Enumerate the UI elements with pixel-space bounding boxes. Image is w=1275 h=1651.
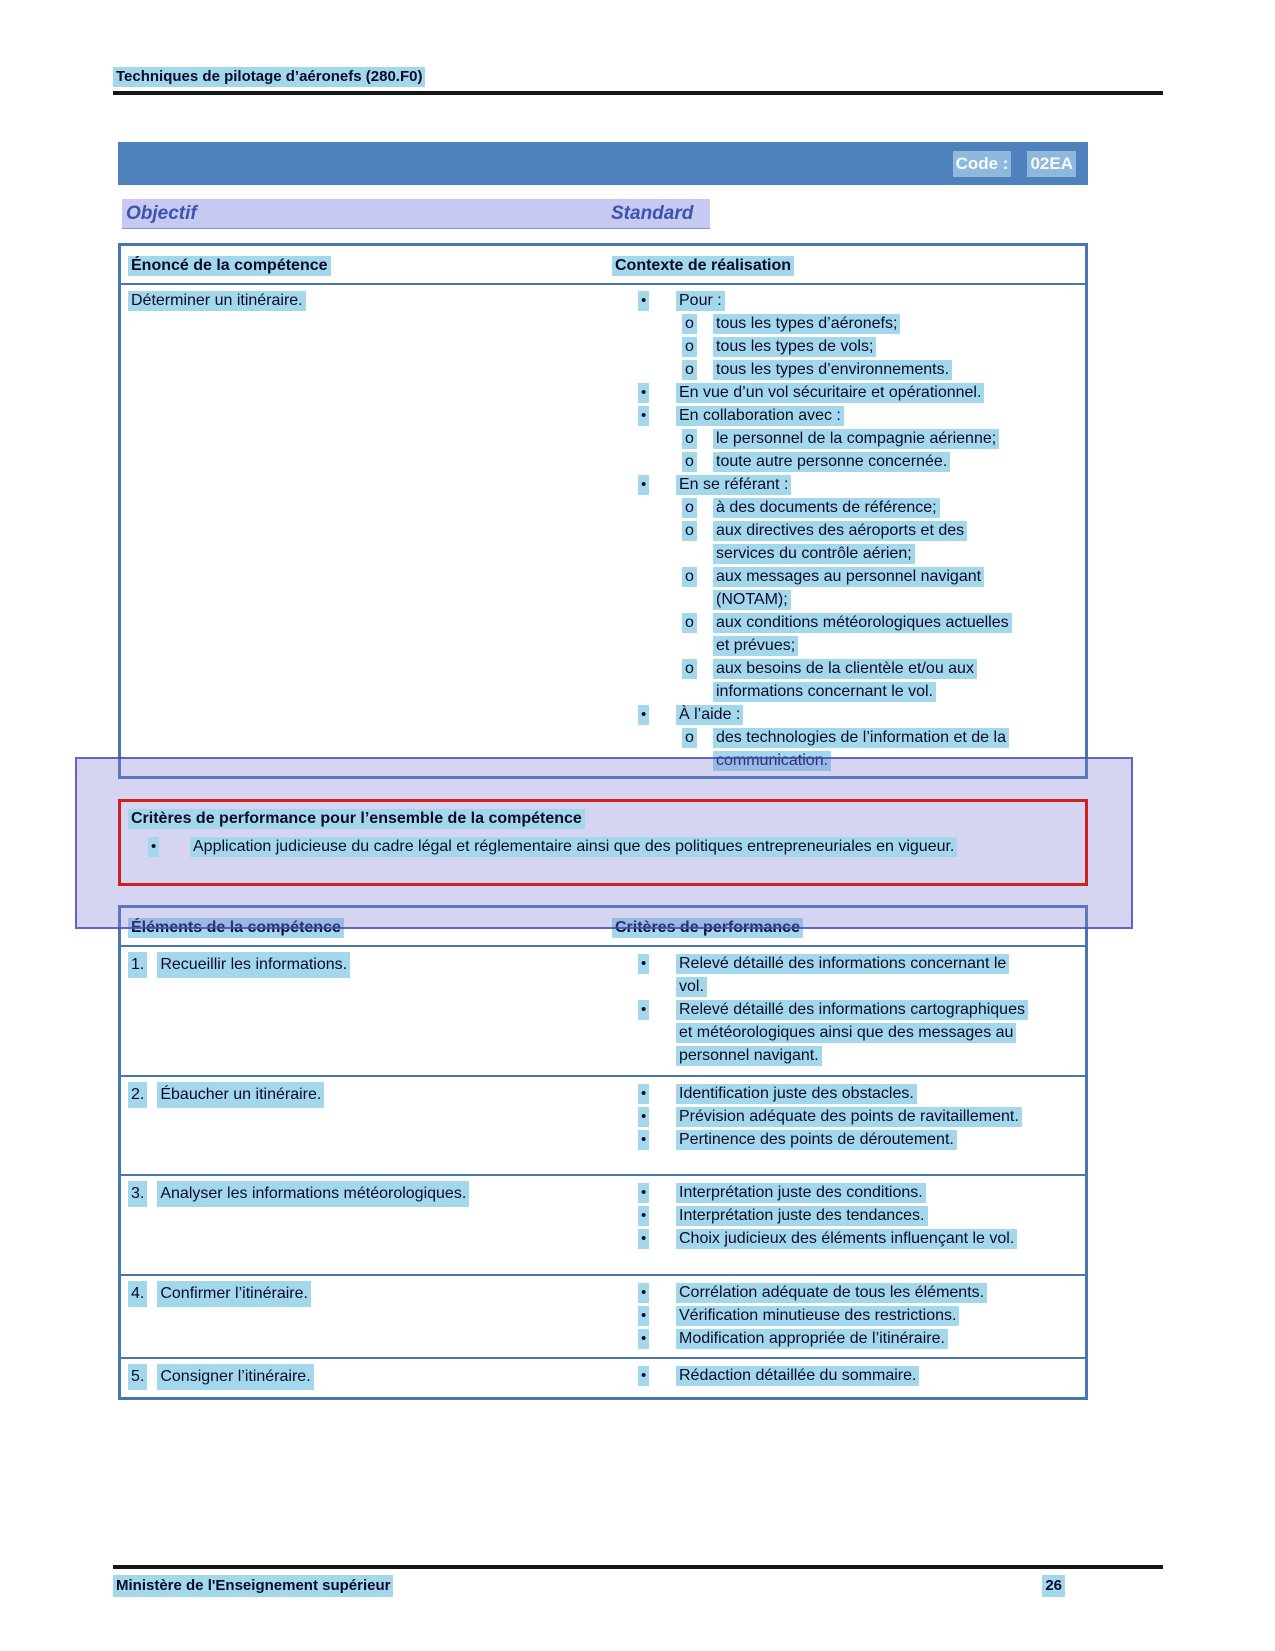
context-text: En vue d’un vol sécuritaire et opérationnel. (676, 383, 984, 403)
sub-bullet-icon (682, 726, 713, 749)
element-row (121, 1174, 1085, 1274)
context-subitem (612, 565, 1085, 611)
context-item-text (676, 473, 1085, 496)
sub-bullet-icon (682, 358, 713, 381)
criteria-text: Rédaction détaillée du sommaire. (676, 1366, 919, 1386)
context-text: aux directives des aéroports et des services du contrôle aérien; (713, 521, 967, 564)
context-item (612, 289, 1085, 312)
bullet-glyph: • (638, 1084, 649, 1104)
criteria-item-text (676, 1327, 1085, 1350)
competence-statement-cell (121, 289, 612, 772)
element-text: Ébaucher un itinéraire. (157, 1082, 324, 1108)
document-title: Techniques de pilotage d’aéronefs (280.F0) (113, 67, 425, 87)
sub-bullet-glyph: o (682, 452, 697, 472)
context-subitem (612, 450, 1085, 473)
criteria-item (612, 1327, 1085, 1350)
criteria-item-text (676, 1181, 1085, 1204)
header-enonce: Énoncé de la compétence (128, 256, 331, 276)
sub-bullet-icon (682, 519, 713, 542)
criteria-item (612, 1364, 1085, 1387)
competence-table-header (121, 246, 1085, 285)
context-subitem-text (713, 496, 1085, 519)
sub-bullet-glyph: o (682, 498, 697, 518)
context-subitem (612, 657, 1085, 703)
criteria-item-text (676, 1128, 1085, 1151)
sub-bullet-icon (682, 335, 713, 358)
performance-criteria-box (118, 799, 1088, 886)
bullet-icon (638, 473, 676, 496)
sub-bullet-glyph: o (682, 613, 697, 633)
context-subitem (612, 519, 1085, 565)
criteria-list (612, 1281, 1085, 1350)
bullet-icon (638, 998, 676, 1021)
bullet-glyph: • (638, 291, 649, 311)
criteria-text: Vérification minutieuse des restrictions. (676, 1306, 959, 1326)
context-text: le personnel de la compagnie aérienne; (713, 429, 999, 449)
sub-bullet-icon (682, 427, 713, 450)
criteria-item-text (676, 1204, 1085, 1227)
context-subitem-text (713, 358, 1085, 381)
bullet-glyph: • (638, 954, 649, 974)
sub-bullet-glyph: o (682, 521, 697, 541)
element-number: 3. (128, 1181, 147, 1207)
context-subitem-text (713, 611, 1085, 657)
bullet-glyph: • (638, 1306, 649, 1326)
code-bar (118, 142, 1088, 185)
criteria-item (612, 1204, 1085, 1227)
sub-bullet-icon (682, 450, 713, 473)
header-contexte: Contexte de réalisation (612, 256, 794, 276)
context-subitem-text (713, 565, 1085, 611)
criteria-item-text (676, 952, 1085, 998)
context-subitem-text (713, 657, 1085, 703)
bullet-glyph: • (638, 1329, 649, 1349)
context-subitem (612, 335, 1085, 358)
bullet-icon (638, 1082, 676, 1105)
context-text: toute autre personne concernée. (713, 452, 950, 472)
criteria-text: Prévision adéquate des points de ravitaillement. (676, 1107, 1022, 1127)
elements-table-header (121, 908, 1085, 947)
performance-item (121, 835, 1085, 858)
context-text: aux besoins de la clientèle et/ou aux informations concernant le vol. (713, 659, 977, 702)
context-text: En se référant : (676, 475, 791, 495)
criteria-item (612, 1304, 1085, 1327)
bullet-icon (638, 952, 676, 975)
sub-bullet-icon (682, 611, 713, 634)
element-cell (121, 1364, 612, 1390)
bullet-glyph: • (638, 383, 649, 403)
criteria-item (612, 1181, 1085, 1204)
sub-bullet-icon (682, 496, 713, 519)
footer-ministry: Ministère de l'Enseignement supérieur (113, 1575, 393, 1597)
context-subitem-text (713, 519, 1085, 565)
criteria-item (612, 998, 1085, 1067)
element-cell (121, 1181, 612, 1267)
element-text: Confirmer l’itinéraire. (157, 1281, 311, 1307)
criteria-item (612, 1128, 1085, 1151)
bullet-glyph: • (148, 837, 159, 857)
element-row (121, 1075, 1085, 1174)
bullet-glyph: • (638, 1283, 649, 1303)
context-item (612, 404, 1085, 427)
criteria-item (612, 1082, 1085, 1105)
bullet-icon (638, 1181, 676, 1204)
sub-bullet-glyph: o (682, 429, 697, 449)
header-criteres: Critères de performance (612, 918, 803, 938)
context-text: tous les types de vols; (713, 337, 876, 357)
performance-text: Application judicieuse du cadre légal et réglementaire ainsi que des politiques entrepreneuriales en vigueur. (190, 837, 957, 857)
context-subitem-text (713, 312, 1085, 335)
criteria-item-text (676, 1082, 1085, 1105)
bullet-glyph: • (638, 1130, 649, 1150)
header-enonce-cell (121, 254, 612, 277)
criteria-list (612, 1181, 1085, 1267)
header-contexte-cell (612, 254, 1085, 277)
criteria-item (612, 1105, 1085, 1128)
context-item-text (676, 289, 1085, 312)
criteria-item-text (676, 998, 1085, 1067)
bullet-glyph: • (638, 1000, 649, 1020)
criteria-list (612, 952, 1085, 1068)
criteria-text: Relevé détaillé des informations cartographiques et météorologiques ainsi que des messages au personnel navigant. (676, 1000, 1028, 1066)
element-text: Consigner l’itinéraire. (157, 1364, 313, 1390)
sub-bullet-glyph: o (682, 567, 697, 587)
criteria-list (612, 1364, 1085, 1390)
bullet-glyph: • (638, 1206, 649, 1226)
element-cell (121, 1281, 612, 1350)
bullet-icon (638, 703, 676, 726)
competence-statement: Déterminer un itinéraire. (128, 291, 306, 311)
context-subitem-text (713, 335, 1085, 358)
bullet-glyph: • (638, 1183, 649, 1203)
context-item-text (676, 703, 1085, 726)
bullet-glyph: • (638, 475, 649, 495)
context-subitem (612, 611, 1085, 657)
context-text: En collaboration avec : (676, 406, 844, 426)
criteria-item-text (676, 1364, 1085, 1387)
standard-heading: Standard (611, 203, 694, 224)
criteria-text: Pertinence des points de déroutement. (676, 1130, 957, 1150)
criteria-item-text (676, 1227, 1085, 1250)
context-subitem (612, 358, 1085, 381)
sub-bullet-glyph: o (682, 314, 697, 334)
code-text (953, 151, 1076, 177)
bullet-icon (638, 1364, 676, 1387)
context-subitem-text (713, 450, 1085, 473)
bullet-glyph: • (638, 705, 649, 725)
bullet-icon (638, 1304, 676, 1327)
elements-table (118, 905, 1088, 1400)
bullet-icon (638, 381, 676, 404)
context-text: À l’aide : (676, 705, 743, 725)
criteria-text: Interprétation juste des conditions. (676, 1183, 926, 1203)
performance-box-title-row (121, 807, 1085, 830)
element-text: Recueillir les informations. (157, 952, 350, 978)
sub-bullet-icon (682, 312, 713, 335)
criteria-text: Choix judicieux des éléments influençant le vol. (676, 1229, 1017, 1249)
element-number: 2. (128, 1082, 147, 1108)
performance-item-text (190, 835, 1085, 858)
element-cell (121, 952, 612, 1068)
criteria-item (612, 1281, 1085, 1304)
context-text: Pour : (676, 291, 725, 311)
context-item-text (676, 381, 1085, 404)
header-elements: Éléments de la compétence (128, 918, 344, 938)
competence-table (118, 243, 1088, 779)
context-list (612, 289, 1085, 772)
context-text: aux messages au personnel navigant (NOTAM); (713, 567, 984, 610)
context-subitem (612, 496, 1085, 519)
criteria-item-text (676, 1105, 1085, 1128)
context-subitem (612, 427, 1085, 450)
context-text: tous les types d’environnements. (713, 360, 952, 380)
criteria-item (612, 1227, 1085, 1250)
objectif-heading: Objectif (126, 203, 197, 224)
criteria-list (612, 1082, 1085, 1167)
page-footer (113, 1565, 1163, 1597)
sub-bullet-glyph: o (682, 360, 697, 380)
criteria-item (612, 952, 1085, 998)
element-row (121, 1357, 1085, 1397)
bullet-glyph: • (638, 1366, 649, 1386)
element-number: 1. (128, 952, 147, 978)
header-criteres-cell (612, 916, 1085, 939)
context-item (612, 473, 1085, 496)
criteria-item-text (676, 1281, 1085, 1304)
context-text: des technologies de l’information et de la communication. (713, 728, 1009, 771)
page-number: 26 (1042, 1575, 1065, 1597)
code-label: Code : (953, 151, 1012, 177)
section-heading-row (122, 199, 710, 229)
bullet-icon (638, 1204, 676, 1227)
context-item-text (676, 404, 1085, 427)
element-text: Analyser les informations météorologiques. (157, 1181, 469, 1207)
bullet-icon (638, 1281, 676, 1304)
criteria-text: Interprétation juste des tendances. (676, 1206, 928, 1226)
bullet-icon (638, 289, 676, 312)
bullet-icon (638, 1128, 676, 1151)
context-text: à des documents de référence; (713, 498, 940, 518)
criteria-text: Corrélation adéquate de tous les éléments. (676, 1283, 987, 1303)
context-item (612, 381, 1085, 404)
context-subitem (612, 312, 1085, 335)
context-subitem-text (713, 726, 1085, 772)
header-elements-cell (121, 916, 612, 939)
sub-bullet-icon (682, 565, 713, 588)
bullet-icon (638, 1105, 676, 1128)
competence-table-body (121, 285, 1085, 779)
page-header (113, 67, 1163, 95)
criteria-text: Modification appropriée de l’itinéraire. (676, 1329, 948, 1349)
bullet-icon (148, 835, 190, 858)
context-text: aux conditions météorologiques actuelles et prévues; (713, 613, 1012, 656)
criteria-text: Relevé détaillé des informations concernant le vol. (676, 954, 1009, 997)
element-number: 5. (128, 1364, 147, 1390)
bullet-icon (638, 404, 676, 427)
sub-bullet-icon (682, 657, 713, 680)
element-row (121, 1274, 1085, 1357)
context-item (612, 703, 1085, 726)
sub-bullet-glyph: o (682, 728, 697, 748)
element-number: 4. (128, 1281, 147, 1307)
criteria-text: Identification juste des obstacles. (676, 1084, 917, 1104)
bullet-glyph: • (638, 406, 649, 426)
sub-bullet-glyph: o (682, 337, 697, 357)
context-text: tous les types d’aéronefs; (713, 314, 900, 334)
criteria-item-text (676, 1304, 1085, 1327)
bullet-icon (638, 1227, 676, 1250)
bullet-glyph: • (638, 1107, 649, 1127)
element-cell (121, 1082, 612, 1167)
context-subitem (612, 726, 1085, 772)
context-subitem-text (713, 427, 1085, 450)
code-value: 02EA (1027, 151, 1076, 177)
elements-table-body (121, 947, 1085, 1397)
bullet-glyph: • (638, 1229, 649, 1249)
element-row (121, 947, 1085, 1075)
bullet-icon (638, 1327, 676, 1350)
sub-bullet-glyph: o (682, 659, 697, 679)
performance-box-title: Critères de performance pour l’ensemble de la compétence (128, 809, 585, 829)
